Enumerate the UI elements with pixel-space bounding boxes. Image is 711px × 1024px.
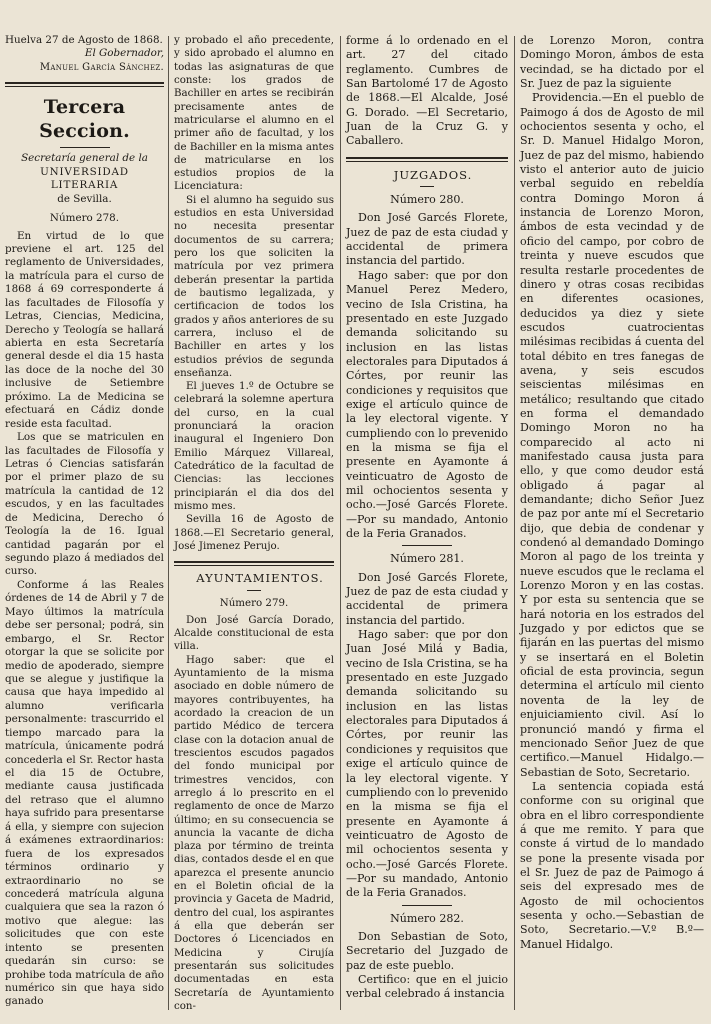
- column-1: [5, 34, 164, 1009]
- paragraph: Los que se matriculen en las facultades de Filosofía y Letras ó Ciencias satisfarán por el primer plazo de su matrícula la cantidad de 12 escudos, y en las facultades de Medicina, Derecho ó Teología la de 16. Igual cantidad pagarán por el segundo plazo á mediados del curso.: [5, 431, 164, 578]
- notice-number: Número 281.: [390, 552, 464, 566]
- paragraph: forme á lo ordenado en el art. 27 del citado reglamento. Cumbres de San Bartolomé 17 de Agosto de 1868.—El Alcalde, José G. Dorado. —El Secretario, Juan de la Cruz G. y Caballero.: [346, 34, 508, 148]
- paragraph: Providencia.—En el pueblo de Paimogo á dos de Agosto de mil ochocientos sesenta y ocho, el Sr. D. Manuel Hidalgo Moron, Juez de paz del mismo, habiendo visto el anterior auto de juicio verbal seguido en rebeldía contra Domingo Moron á instancia de Lorenzo Moron, ámbos de esta vecindad y de oficio del campo, por cobro de treinta y nueve escudos que resulta restarle procedentes de dinero y otras cosas recibidas en diferentes ocasiones, deducidos ya diez y siete escudos cuatrocientas milésimas recibidas á cuenta del total débito en tres fanegas de avena, y seis escudos seiscientas milésimas en metálico; resultando que citado en forma el demandado Domingo Moron no ha comparecido al acto ni manifestado causa justa para ello, y que como deudor está obligado á pagar al demandante; dicho Señor Juez de paz por ante mí el Secretario dijo, que debia de condenar y condenó al demandado Domingo Moron al pago de los treinta y nueve escudos que le reclama el Lorenzo Moron y en las costas. Y por esta su sentencia que se hará notoria en los estrados del Juzgado y por edictos que se fijarán en las puertas del mismo y se insertará en el Boletin oficial de esta provincia, segun determina el artículo mil ciento noventa de la ley de enjuiciamiento civil. Así lo pronunció mandó y firma el mencionado Señor Juez de que certifico.—Manuel Hidalgo.—Sebastian de Soto, Secretario.: [520, 91, 704, 779]
- signer-role: El Gobernador,: [84, 47, 164, 60]
- notice-number: Número 282.: [390, 911, 464, 925]
- subheading: Secretaría general de la: [21, 152, 148, 165]
- column-2: [174, 34, 334, 1013]
- section-heading: AYUNTAMIENTOS.: [196, 571, 324, 586]
- city-name: de Sevilla.: [57, 192, 112, 205]
- short-rule: [402, 905, 452, 906]
- dateline: Huelva 27 de Agosto de 1868.: [5, 34, 163, 46]
- column-divider: [340, 36, 341, 1010]
- paragraph: Certifico: que en el juicio verbal celebrado á instancia: [346, 972, 508, 1001]
- short-rule: [60, 147, 110, 148]
- section-title: Tercera Seccion.: [39, 96, 130, 143]
- paragraph: Don José Garcés Florete, Juez de paz de esta ciudad y accidental de primera instancia del partido.: [346, 211, 508, 268]
- university-name: UNIVERSIDAD LITERARIA: [40, 165, 129, 192]
- paragraph: Don José García Dorado, Alcalde constitucional de esta villa.: [174, 613, 334, 653]
- paragraph: Don José Garcés Florete, Juez de paz de esta ciudad y accidental de primera instancia del partido.: [346, 570, 508, 627]
- short-rule: [402, 545, 452, 546]
- paragraph: y probado el año precedente, y sido aprobado el alumno en todas las asignaturas de que conste: los grados de Bachiller en artes se recibirán precisamente antes de matricularse el alumno en el primer año de facultad, y los de Bachiller en la misma antes de matricularse en los estudios propios de la Licenciatura:: [174, 34, 335, 193]
- paragraph: Si el alumno ha seguido sus estudios en esta Universidad no necesita presentar documentos de su carrera; pero los que soliciten la matrícula por vez primera deberán presentar la partida de bautismo legalizada, y certificacion de todos los grados y años anteriores de su carrera, incluso el de Bachiller en artes y los estudios prévios de segunda enseñanza.: [174, 193, 334, 379]
- column-4: [520, 34, 704, 952]
- paragraph: Don Sebastian de Soto, Secretario del Juzgado de paz de este pueblo.: [346, 929, 508, 972]
- notice-number: Número 280.: [390, 193, 464, 207]
- paragraph: Hago saber: que por don Juan José Milá y Badia, vecino de Isla Cristina, se ha presentado en este Juzgado demanda solicitando su inclusion en las listas electorales para Diputados á Córtes, por reunir las condiciones y requisitos que exige el artículo quince de la ley electoral vigente. Y cumpliendo con lo prevenido en la misma se fija el presente en Ayamonte á veinticuatro de Agosto de mil ochocientos sesenta y ocho.—José Garcés Florete.—Por su mandado, Antonio de la Feria Granados.: [346, 628, 508, 900]
- column-divider: [514, 36, 515, 1010]
- paragraph: El jueves 1.º de Octubre se celebrará la solemne apertura del curso, en la cual pronunciará la oracion inaugural el Ingeniero Don Emilio Márquez Villareal, Catedrático de la facultad de Ciencias: las lecciones principiarán el dia dos del mismo mes.: [174, 380, 334, 512]
- column-3: [346, 34, 508, 1002]
- section-rule: [174, 561, 334, 566]
- paragraph: de Lorenzo Moron, contra Domingo Moron, ámbos de esta vecindad, se ha dictado por el Sr. Juez de paz la siguiente: [520, 34, 704, 91]
- paragraph: Hago saber: que el Ayuntamiento de la misma asociado en doble número de mayores contribuyentes, ha acordado la creacion de un partido Médico de tercera clase con la dotacion anual de trescientos escudos pagados del fondo municipal por trimestres vencidos, con arreglo á lo prescrito en el reglamento de once de Marzo último; en su consecuencia se anuncia la vacante de dicha plaza por término de treinta dias, contados desde el en que aparezca el presente anuncio en el Boletin oficial de la provincia y Gaceta de Madrid, dentro del cual, los aspirantes á ella que deberán ser Doctores ó Licenciados en Medicina y Cirujía presentarán sus solicitudes documentadas en esta Secretaría de Ayuntamiento con-: [174, 653, 334, 1012]
- short-rule: [247, 590, 261, 591]
- signer-name: Manuel García Sánchez.: [39, 61, 164, 73]
- notice-number: Número 279.: [219, 596, 289, 609]
- paragraph: Hago saber: que por don Manuel Perez Medero, vecino de Isla Cristina, ha presentado en este Juzgado demanda solicitando su inclusion en las listas electorales para Diputados á Córtes, por reunir las condiciones y requisitos que exige el artículo quince de la ley electoral vigente. Y cumpliendo con lo prevenido en la misma se fija el presente en Ayamonte á veinticuatro de Agosto de mil ochocientos sesenta y ocho.—José Garcés Florete.—Por su mandado, Antonio de la Feria Granados.: [346, 268, 508, 540]
- notice-number: Número 278.: [49, 212, 120, 225]
- section-rule: [5, 82, 164, 87]
- paragraph: En virtud de lo que previene el art. 125 del reglamento de Universidades, la matrícula para el curso de 1868 á 69 corresponderte á las facultades de Filosofía y Letras, Ciencias, Medicina, Derecho y Teología se hallará abierta en esta Secretaría general desde el dia 15 hasta las doce de la noche del 30 inclusive de Setiembre próximo. La de Medicina se efectuará en Cádiz donde reside esta facultad.: [5, 229, 164, 430]
- short-rule: [420, 186, 434, 187]
- column-divider: [168, 36, 169, 1010]
- section-heading: JUZGADOS.: [393, 167, 473, 182]
- paragraph: Conforme á las Reales órdenes de 14 de Abril y 7 de Mayo últimos la matrícula debe ser personal; podrá, sin embargo, el Sr. Rector otorgar la que se solicite por medio de apoderado, siempre que se alegue y justifique la causa que haya impedido al alumno verificarla personalmente: trascurrido el tiempo marcado para la matrícula, únicamente podrá concederla el Sr. Rector hasta el dia 15 de Octubre, mediante causa justificada del retraso que el alumno haya sufrido para presentarse á ella, y siempre con sujecion á exámenes extraordinarios: fuera de los expresados términos ordinario y extraordinario no se concederá matrícula alguna cualquiera que sea la razon ó motivo que alegue: las solicitudes que con este intento se presenten quedarán sin curso: se prohibe toda matrícula de año numérico sin que haya sido ganado: [5, 578, 164, 1008]
- section-rule: [346, 157, 508, 162]
- paragraph: La sentencia copiada está conforme con su original que obra en el libro correspondiente á que me remito. Y para que conste á virtud de lo mandado se pone la presente visada por el Sr. Juez de paz de Paimogo á seis del expresado mes de Agosto de mil ochocientos sesenta y ocho.—Sebastian de Soto, Secretario.—V.º B.º—Manuel Hidalgo.: [520, 779, 704, 951]
- paragraph: Sevilla 16 de Agosto de 1868.—El Secretario general, José Jimenez Perujo.: [174, 513, 334, 552]
